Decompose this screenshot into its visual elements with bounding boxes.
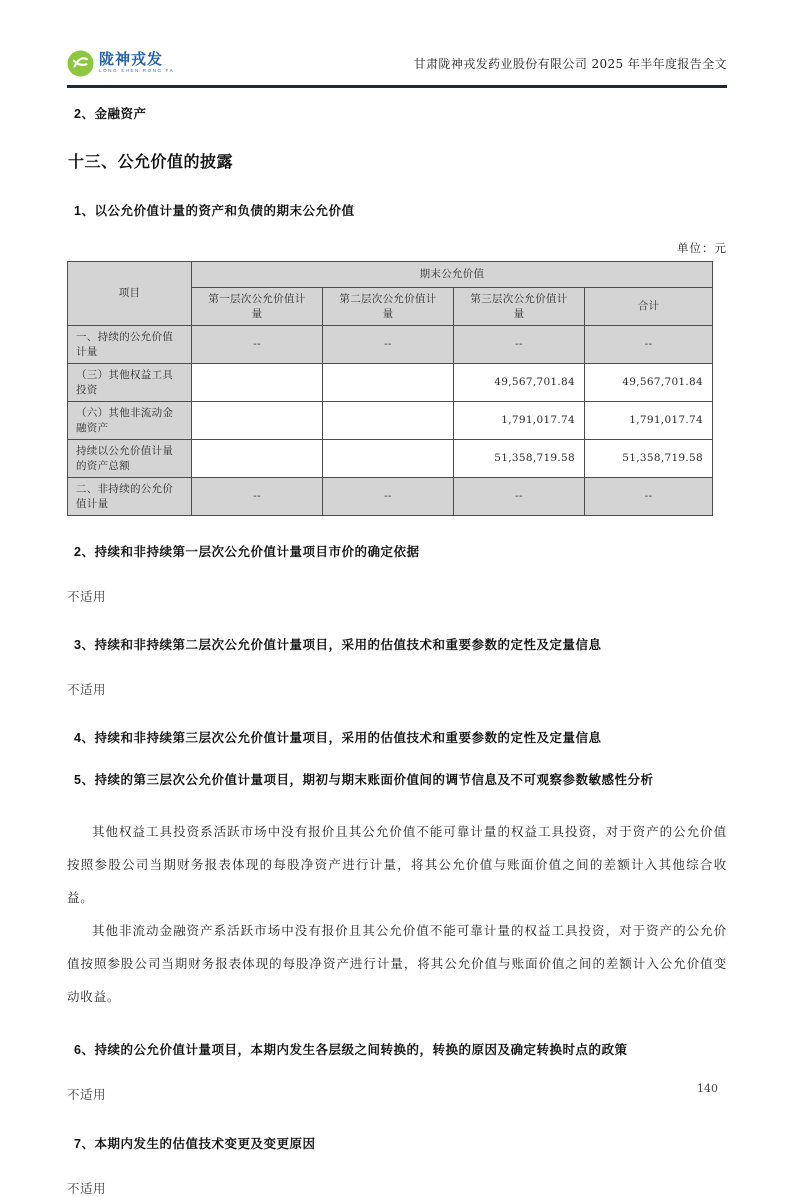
col-header-total: 合计 bbox=[585, 288, 713, 326]
logo-cn-text: 陇神戎发 bbox=[99, 51, 164, 69]
cell-level2: -- bbox=[323, 326, 454, 364]
report-page bbox=[0, 46, 793, 1196]
unit-label: 单位：元 bbox=[677, 241, 727, 255]
table-row bbox=[68, 364, 713, 402]
header-divider bbox=[67, 85, 727, 88]
col-header-level2: 第二层次公允价值计量 bbox=[323, 288, 454, 326]
col-header-level1: 第一层次公允价值计量 bbox=[192, 288, 323, 326]
company-logo bbox=[67, 50, 174, 77]
row-label: 持续以公允价值计量的资产总额 bbox=[68, 440, 192, 478]
table-row bbox=[68, 326, 713, 364]
table-row bbox=[68, 440, 713, 478]
cell-total: 1,791,017.74 bbox=[585, 402, 713, 440]
cell-level2 bbox=[323, 364, 454, 402]
not-applicable-4: 不适用 bbox=[67, 1181, 107, 1196]
heading-13-6: 6、持续的公允价值计量项目，本期内发生各层级之间转换的，转换的原因及确定转换时点的政策 bbox=[74, 1043, 628, 1057]
logo-en-text: LONG SHEN RONG FA bbox=[99, 68, 175, 74]
table-row bbox=[68, 402, 713, 440]
row-label: 二、非持续的公允价值计量 bbox=[68, 478, 192, 516]
not-applicable-3: 不适用 bbox=[67, 1087, 107, 1102]
cell-total: 51,358,719.58 bbox=[585, 440, 713, 478]
col-header-group: 期末公允价值 bbox=[192, 262, 713, 288]
cell-level3: -- bbox=[454, 478, 585, 516]
cell-level3: 1,791,017.74 bbox=[454, 402, 585, 440]
cell-level1: -- bbox=[192, 326, 323, 364]
fair-value-explanation bbox=[67, 815, 727, 1013]
col-header-level3: 第三层次公允价值计量 bbox=[454, 288, 585, 326]
cell-level1 bbox=[192, 364, 323, 402]
not-applicable-2: 不适用 bbox=[67, 682, 107, 697]
heading-13-2: 2、持续和非持续第一层次公允价值计量项目市价的确定依据 bbox=[74, 545, 420, 559]
cell-level1: -- bbox=[192, 478, 323, 516]
table-row bbox=[68, 478, 713, 516]
cell-total: -- bbox=[585, 326, 713, 364]
paragraph-noncurrent-financial-assets: 其他非流动金融资产系活跃市场中没有报价且其公允价值不能可靠计量的权益工具投资，对于资产的公允价值按照参股公司当期财务报表体现的每股净资产进行计量，将其公允价值与账面价值之间的差额计入公允价值变动收益。 bbox=[67, 923, 727, 1004]
cell-level2 bbox=[323, 440, 454, 478]
paragraph-equity-instruments: 其他权益工具投资系活跃市场中没有报价且其公允价值不能可靠计量的权益工具投资，对于资产的公允价值按照参股公司当期财务报表体现的每股净资产进行计量，将其公允价值与账面价值之间的差额计入其他综合收益。 bbox=[67, 824, 727, 905]
cell-level2: -- bbox=[323, 478, 454, 516]
logo-icon bbox=[67, 50, 94, 77]
logo-text bbox=[99, 52, 174, 74]
heading-13-3: 3、持续和非持续第二层次公允价值计量项目，采用的估值技术和重要参数的定性及定量信息 bbox=[74, 638, 602, 652]
cell-level3: 49,567,701.84 bbox=[454, 364, 585, 402]
row-label: （三）其他权益工具投资 bbox=[68, 364, 192, 402]
row-label: 一、持续的公允价值计量 bbox=[68, 326, 192, 364]
row-label: （六）其他非流动金融资产 bbox=[68, 402, 192, 440]
page-header bbox=[67, 46, 727, 80]
document-title: 甘肃陇神戎发药业股份有限公司 2025 年半年度报告全文 bbox=[413, 56, 727, 71]
heading-fair-value-disclosure: 十三、公允价值的披露 bbox=[68, 154, 234, 171]
cell-level1 bbox=[192, 440, 323, 478]
page-number: 140 bbox=[697, 1082, 718, 1095]
heading-13-7: 7、本期内发生的估值技术变更及变更原因 bbox=[74, 1137, 316, 1151]
cell-total: 49,567,701.84 bbox=[585, 364, 713, 402]
heading-period-end-fair-value: 1、以公允价值计量的资产和负债的期末公允价值 bbox=[74, 204, 355, 218]
not-applicable-1: 不适用 bbox=[67, 589, 107, 604]
fair-value-table bbox=[67, 261, 713, 516]
cell-level3: -- bbox=[454, 326, 585, 364]
cell-level1 bbox=[192, 402, 323, 440]
cell-level3: 51,358,719.58 bbox=[454, 440, 585, 478]
col-header-item: 项目 bbox=[68, 262, 192, 326]
heading-financial-assets: 2、金融资产 bbox=[74, 107, 147, 121]
heading-13-5: 5、持续的第三层次公允价值计量项目，期初与期末账面价值间的调节信息及不可观察参数敏感性分析 bbox=[74, 773, 654, 787]
cell-total: -- bbox=[585, 478, 713, 516]
heading-13-4: 4、持续和非持续第三层次公允价值计量项目，采用的估值技术和重要参数的定性及定量信息 bbox=[74, 731, 602, 745]
cell-level2 bbox=[323, 402, 454, 440]
